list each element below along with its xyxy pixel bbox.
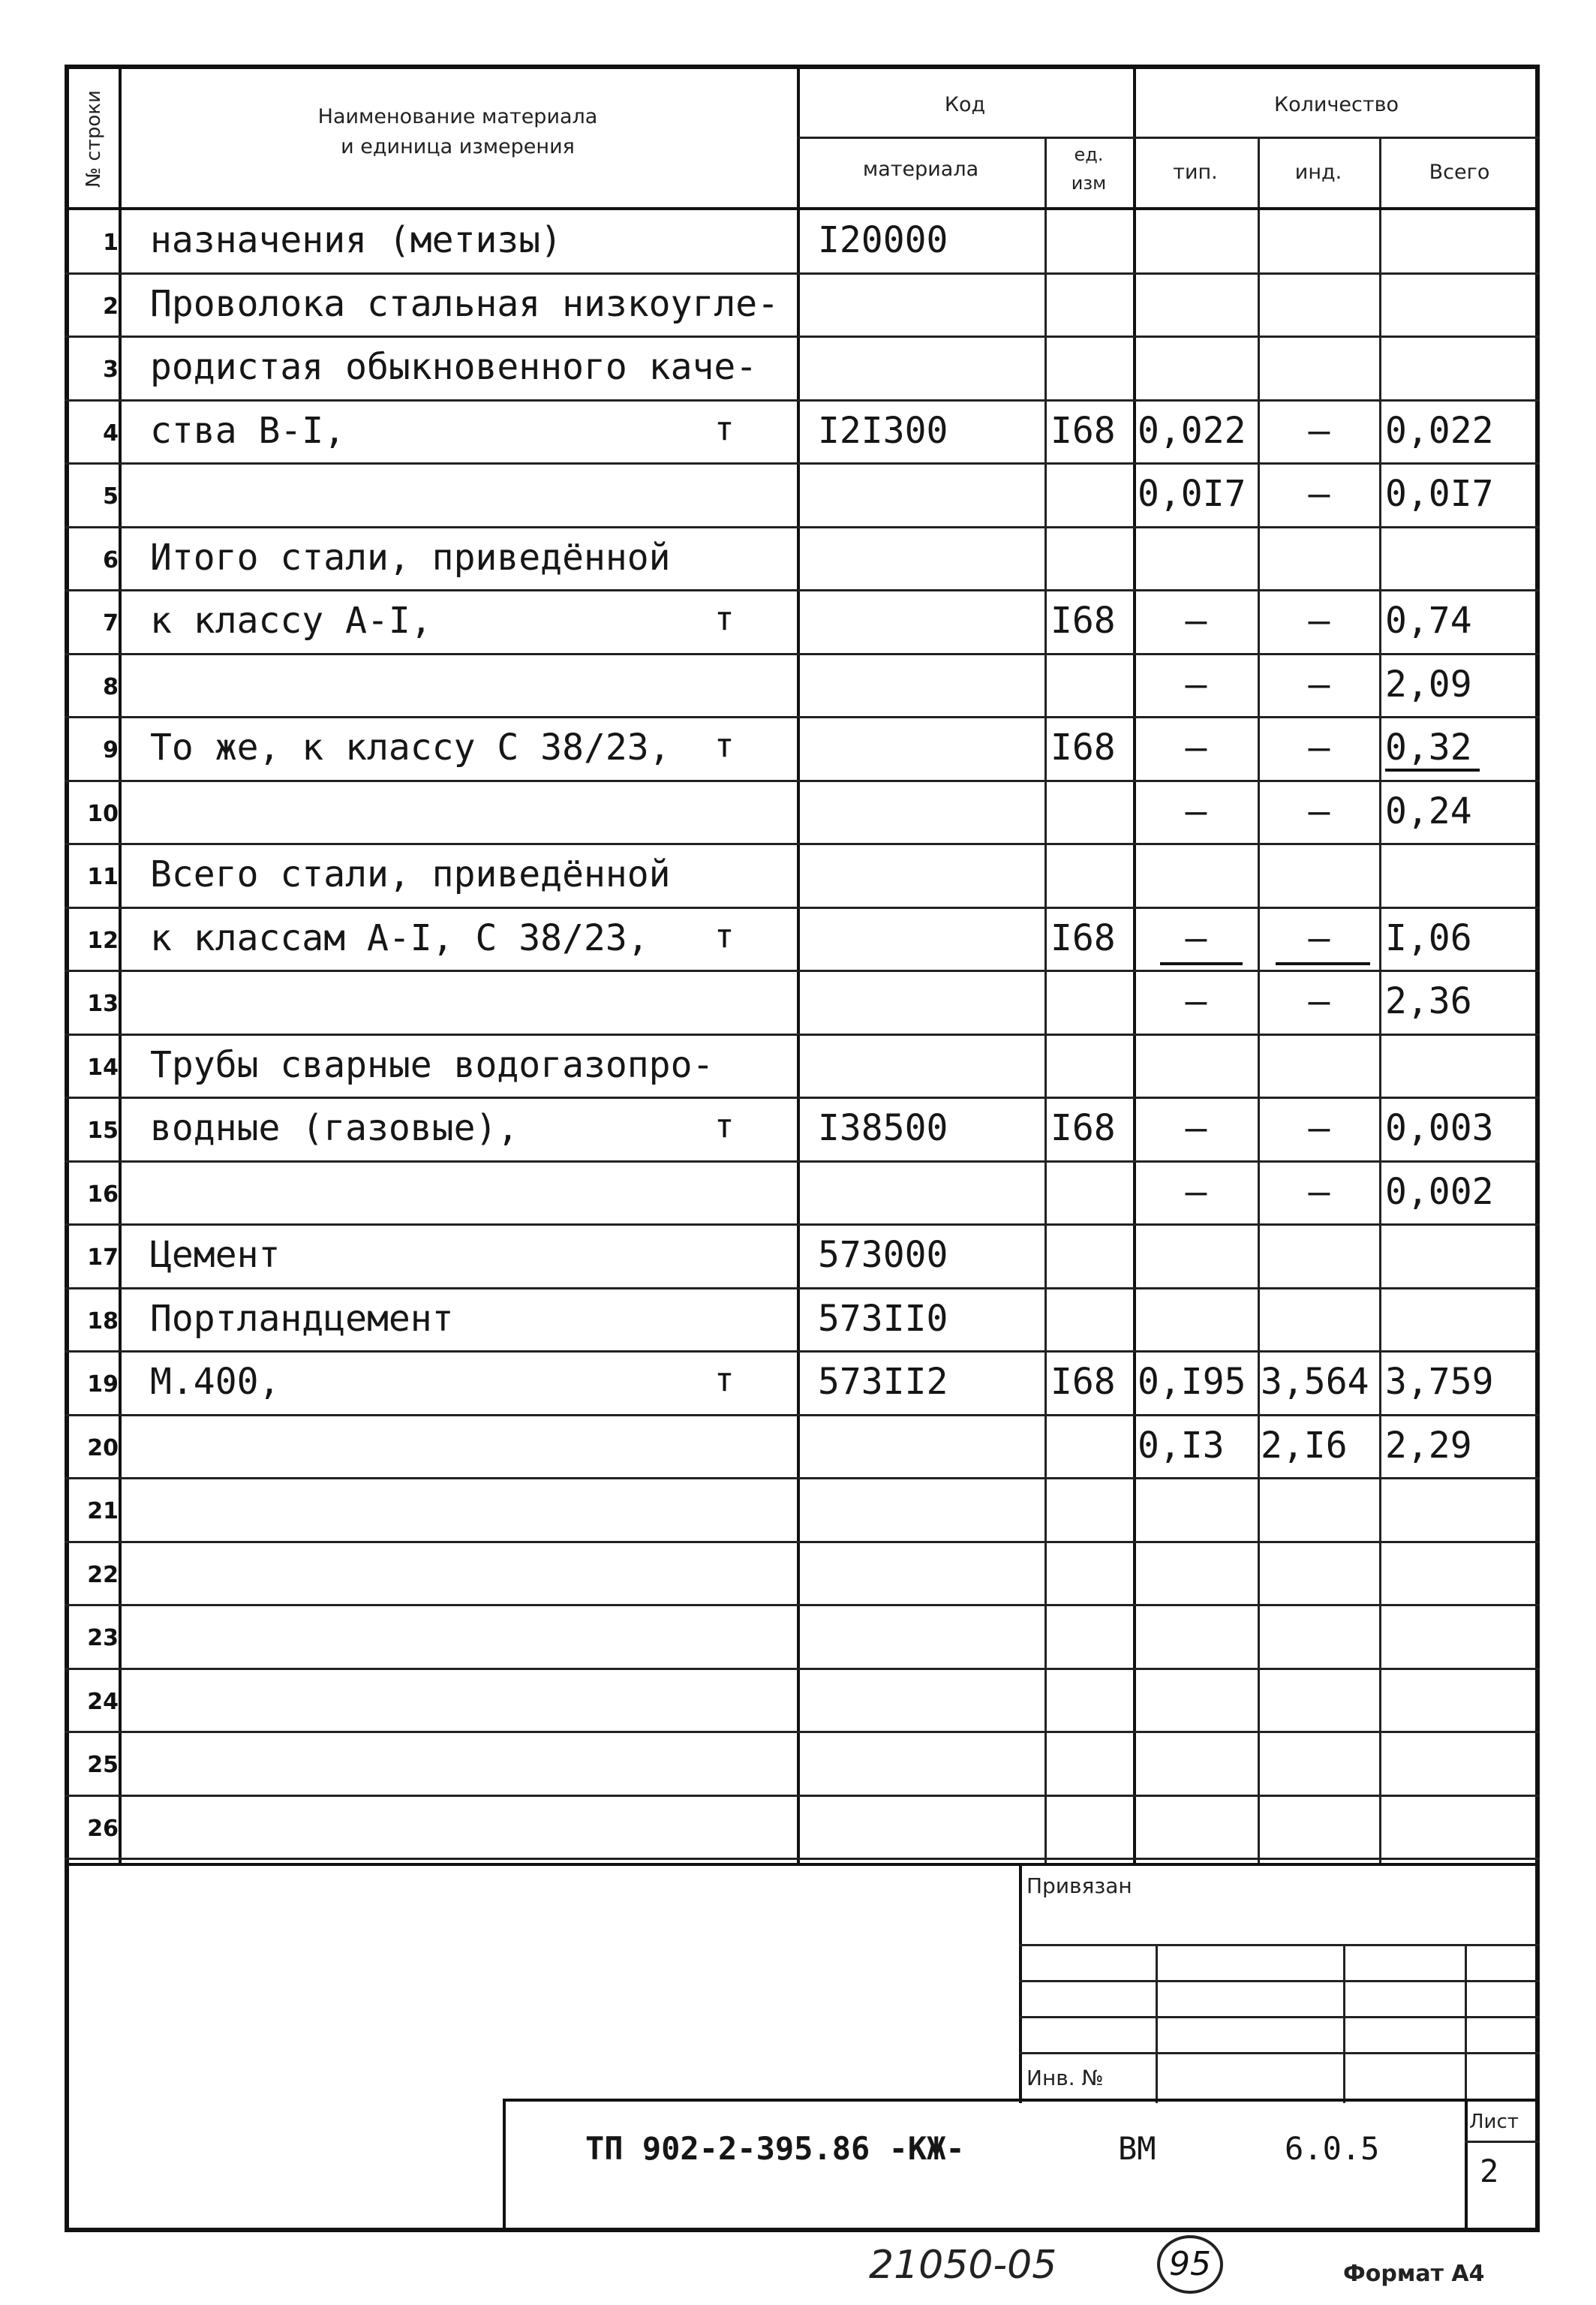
row-qty-ind: – — [1308, 727, 1330, 769]
stamp-sheet-label: Лист — [1469, 2111, 1519, 2133]
footer-circled-number: 95 — [1157, 2235, 1223, 2294]
row-name: к классам А-I, С 38/23, — [150, 916, 649, 959]
col-divider — [797, 65, 800, 1863]
row-qty-ind: – — [1308, 663, 1330, 706]
row-number: 14 — [87, 1054, 119, 1081]
row-edizm: I68 — [1050, 1107, 1116, 1149]
row-separator — [65, 1795, 1540, 1797]
row-number: 11 — [87, 864, 119, 890]
row-number: 16 — [87, 1181, 119, 1208]
row-number: 7 — [103, 610, 119, 636]
row-qty-total: 3,759 — [1385, 1361, 1494, 1403]
row-separator — [65, 399, 1540, 402]
row-qty-typ: – — [1185, 1107, 1207, 1149]
row-qty-ind: – — [1308, 600, 1330, 642]
row-number: 8 — [103, 673, 119, 700]
row-number: 5 — [103, 483, 119, 510]
row-unit: т — [714, 727, 735, 765]
row-separator — [65, 1350, 1540, 1353]
row-number: 24 — [87, 1688, 119, 1715]
stamp-line — [1019, 1944, 1540, 1946]
stamp-divider — [1019, 1863, 1022, 2103]
row-number: 13 — [87, 991, 119, 1017]
row-code: 573II2 — [818, 1361, 948, 1403]
header-bottom-line — [65, 207, 1540, 210]
qty-total-header: Всего — [1429, 161, 1490, 184]
ind-underline — [1276, 962, 1370, 965]
row-number: 22 — [87, 1561, 119, 1588]
row-unit: т — [714, 916, 735, 955]
col-divider — [1133, 65, 1136, 1863]
row-name: родистая обыкновенного каче- — [150, 346, 758, 388]
row-separator — [65, 1541, 1540, 1543]
header-subline — [797, 137, 1540, 139]
row-code: I20000 — [818, 219, 948, 261]
typ-underline — [1160, 962, 1243, 965]
row-qty-total: 0,32 — [1385, 727, 1472, 769]
quantity-header: Количество — [1273, 93, 1399, 116]
row-qty-typ: 0,I95 — [1138, 1361, 1246, 1403]
row-number: 10 — [87, 800, 119, 827]
row-name: к классу А-I, — [150, 600, 432, 642]
row-number: 9 — [103, 737, 119, 763]
row-qty-total: 0,0I7 — [1385, 473, 1494, 515]
stamp-divider — [1465, 1944, 1467, 2103]
stamp-top-line — [65, 1863, 1540, 1866]
row-name: Всего стали, приведённой — [150, 853, 671, 895]
row-separator — [65, 907, 1540, 909]
row-qty-typ: – — [1185, 600, 1207, 642]
row-qty-typ: – — [1185, 916, 1207, 959]
row-separator — [65, 336, 1540, 338]
row-separator — [65, 1160, 1540, 1163]
qty-ind-header: инд. — [1294, 161, 1342, 184]
row-separator — [65, 589, 1540, 591]
row-qty-ind: 3,564 — [1261, 1361, 1369, 1403]
row-separator — [65, 462, 1540, 465]
row-separator — [65, 1223, 1540, 1226]
row-qty-ind: – — [1308, 1170, 1330, 1213]
row-name: Проволока стальная низкоугле- — [150, 282, 780, 325]
row-name: назначения (метизы) — [150, 219, 563, 261]
row-number-header: № строки — [83, 90, 105, 188]
code-unit-header-line2: изм — [1071, 173, 1107, 194]
row-name: То же, к классу С 38/23, — [150, 727, 671, 769]
row-qty-ind: – — [1308, 790, 1330, 832]
row-qty-total: 2,29 — [1385, 1424, 1472, 1467]
name-header-line1: Наименование материала — [317, 105, 598, 128]
row-number: 12 — [87, 927, 119, 954]
row-separator — [65, 1287, 1540, 1289]
row-number: 26 — [87, 1815, 119, 1842]
row-qty-total: I,06 — [1385, 916, 1472, 959]
row-number: 20 — [87, 1434, 119, 1461]
row-qty-typ: 0,022 — [1138, 409, 1246, 452]
row-name: Трубы сварные водогазопро- — [150, 1043, 714, 1086]
row-separator — [65, 1097, 1540, 1099]
row-code: I38500 — [818, 1107, 948, 1149]
row-separator — [65, 1034, 1540, 1036]
row-code: 573II0 — [818, 1297, 948, 1340]
row-separator — [65, 970, 1540, 972]
row-code: I2I300 — [818, 409, 948, 452]
row-unit: т — [714, 409, 735, 448]
row-qty-total: 2,36 — [1385, 980, 1472, 1022]
stamp-inv-no: Инв. № — [1026, 2066, 1104, 2090]
row-number: 25 — [87, 1752, 119, 1778]
row-qty-typ: – — [1185, 727, 1207, 769]
stamp-sheet-line — [1465, 2141, 1540, 2143]
row-number: 1 — [103, 230, 119, 256]
code-material-header: материала — [862, 158, 979, 181]
col-divider — [119, 65, 122, 1863]
stamp-strip-top — [503, 2099, 1540, 2102]
row-qty-total: 0,003 — [1385, 1107, 1494, 1149]
row-qty-typ: 0,0I7 — [1138, 473, 1246, 515]
row-qty-total: 0,022 — [1385, 409, 1494, 452]
row-code: 573000 — [818, 1234, 948, 1276]
row-separator — [65, 1477, 1540, 1479]
stamp-line — [1019, 1980, 1540, 1982]
row-number: 6 — [103, 546, 119, 573]
row-qty-total: 0,24 — [1385, 790, 1472, 832]
row-qty-total: 0,74 — [1385, 600, 1472, 642]
stamp-sheet-number: 2 — [1480, 2153, 1499, 2189]
row-qty-typ: – — [1185, 1170, 1207, 1213]
row-qty-ind: – — [1308, 1107, 1330, 1149]
row-name: Цемент — [150, 1234, 281, 1276]
row-number: 23 — [87, 1625, 119, 1651]
row-edizm: I68 — [1050, 916, 1116, 959]
row-unit: т — [714, 1107, 735, 1145]
row-separator — [65, 272, 1540, 275]
row-name: ства В-I, — [150, 409, 346, 452]
row-qty-total: 0,002 — [1385, 1170, 1494, 1213]
row-separator — [65, 1731, 1540, 1733]
row-qty-ind: – — [1308, 473, 1330, 515]
row-unit: т — [714, 1361, 735, 1399]
row-separator — [65, 843, 1540, 845]
row-number: 15 — [87, 1118, 119, 1144]
stamp-divider — [1156, 1944, 1158, 2103]
total-underline — [1385, 769, 1480, 772]
row-qty-ind: – — [1308, 980, 1330, 1022]
qty-typ-header: тип. — [1173, 161, 1218, 184]
row-qty-typ: – — [1185, 980, 1207, 1022]
stamp-doc-code: ТП 902-2-395.86 -КЖ- — [585, 2130, 965, 2167]
row-separator — [65, 526, 1540, 528]
row-name: водные (газовые), — [150, 1107, 519, 1149]
stamp-divider — [1343, 1944, 1345, 2103]
row-name: М.400, — [150, 1361, 281, 1403]
row-separator — [65, 1604, 1540, 1606]
row-separator — [65, 1858, 1540, 1860]
row-edizm: I68 — [1050, 1361, 1116, 1403]
stamp-line — [1019, 2016, 1540, 2018]
row-separator — [65, 1668, 1540, 1670]
row-edizm: I68 — [1050, 600, 1116, 642]
row-separator — [65, 716, 1540, 718]
row-separator — [65, 653, 1540, 655]
stamp-sheet-divider — [1465, 2099, 1468, 2232]
stamp-strip-left — [503, 2099, 506, 2232]
name-header-line2: и единица измерения — [341, 135, 575, 158]
row-qty-ind: 2,I6 — [1261, 1424, 1348, 1467]
row-number: 21 — [87, 1498, 119, 1524]
row-number: 17 — [87, 1244, 119, 1271]
row-separator — [65, 780, 1540, 782]
row-number: 19 — [87, 1371, 119, 1398]
row-qty-total: 2,09 — [1385, 663, 1472, 706]
footer-format: Формат А4 — [1343, 2261, 1485, 2287]
row-qty-typ: – — [1185, 790, 1207, 832]
row-qty-ind: – — [1308, 409, 1330, 452]
row-qty-ind: – — [1308, 916, 1330, 959]
row-qty-typ: 0,I3 — [1138, 1424, 1225, 1467]
code-header: Код — [944, 93, 986, 116]
row-qty-typ: – — [1185, 663, 1207, 706]
stamp-mark: ВМ — [1118, 2130, 1156, 2167]
stamp-line — [1019, 2052, 1540, 2054]
row-number: 2 — [103, 293, 119, 320]
row-name: Портландцемент — [150, 1297, 454, 1340]
stamp-privyazan: Привязан — [1026, 1873, 1132, 1898]
row-edizm: I68 — [1050, 727, 1116, 769]
row-number: 18 — [87, 1307, 119, 1335]
stamp-section: 6.0.5 — [1285, 2130, 1380, 2167]
row-number: 4 — [103, 420, 119, 447]
row-unit: т — [714, 600, 735, 638]
row-separator — [65, 1414, 1540, 1416]
footer-handwritten-number: 21050-05 — [869, 2243, 1057, 2288]
code-unit-header-line1: ед. — [1074, 144, 1104, 165]
row-number: 3 — [103, 357, 119, 383]
row-name: Итого стали, приведённой — [150, 536, 671, 579]
row-edizm: I68 — [1050, 409, 1116, 452]
